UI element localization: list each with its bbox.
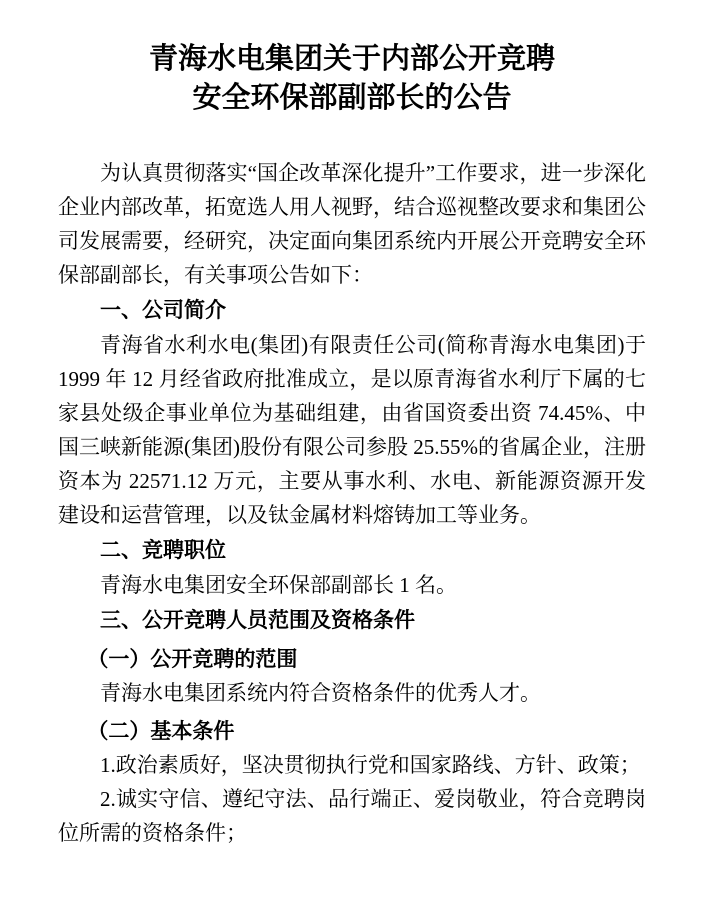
section-heading-position: 二、竞聘职位 [100, 539, 226, 562]
document-title-line-2: 安全环保部副部长的公告 [192, 82, 512, 114]
recruitment-scope-paragraph: 青海水电集团系统内符合资格条件的优秀人才。 [100, 681, 541, 705]
section-heading-scope-qualifications: 三、公开竞聘人员范围及资格条件 [100, 609, 415, 632]
intro-paragraph: 为认真贯彻落实“国企改革深化提升”工作要求，进一步深化企业内部改革，拓宽选人用人视野，结合巡视整改要求和集团公司发展需要，经研究，决定面向集团系统内开展公开竞聘安全环保部副部长，有关事项公告如下： [58, 161, 646, 287]
condition-item-1: 1.政治素质好，坚决贯彻执行党和国家路线、方针、政策； [100, 753, 641, 777]
document-body [58, 156, 646, 850]
sub-heading-recruitment-scope: （一）公开竞聘的范围 [87, 647, 298, 671]
document-title-line-1: 青海水电集团关于内部公开竞聘 [148, 43, 555, 75]
condition-item-2: 2.诚实守信、遵纪守法、品行端正、爱岗敬业，符合竞聘岗位所需的资格条件； [58, 787, 646, 845]
sub-heading-basic-conditions: （二）基本条件 [87, 719, 235, 743]
position-paragraph: 青海水电集团安全环保部副部长 1 名。 [100, 573, 457, 597]
company-profile-paragraph: 青海省水利水电(集团)有限责任公司(简称青海水电集团)于 1999 年 12 月经省政府批准成立，是以原青海省水利厅下属的七家县处级企事业单位为基础组建，由省国资委出资 74.45%、中国三峡新能源(集团)股份有限公司参股 25.55%的省属企业，注册资本为 22571.12 万元，主要从事水利、水电、新能源资源开发建设和运营管理，以及钛金属材料熔铸加工等业务。 [58, 333, 646, 527]
section-heading-company-profile: 一、公司简介 [100, 299, 226, 322]
document-title [58, 40, 646, 118]
